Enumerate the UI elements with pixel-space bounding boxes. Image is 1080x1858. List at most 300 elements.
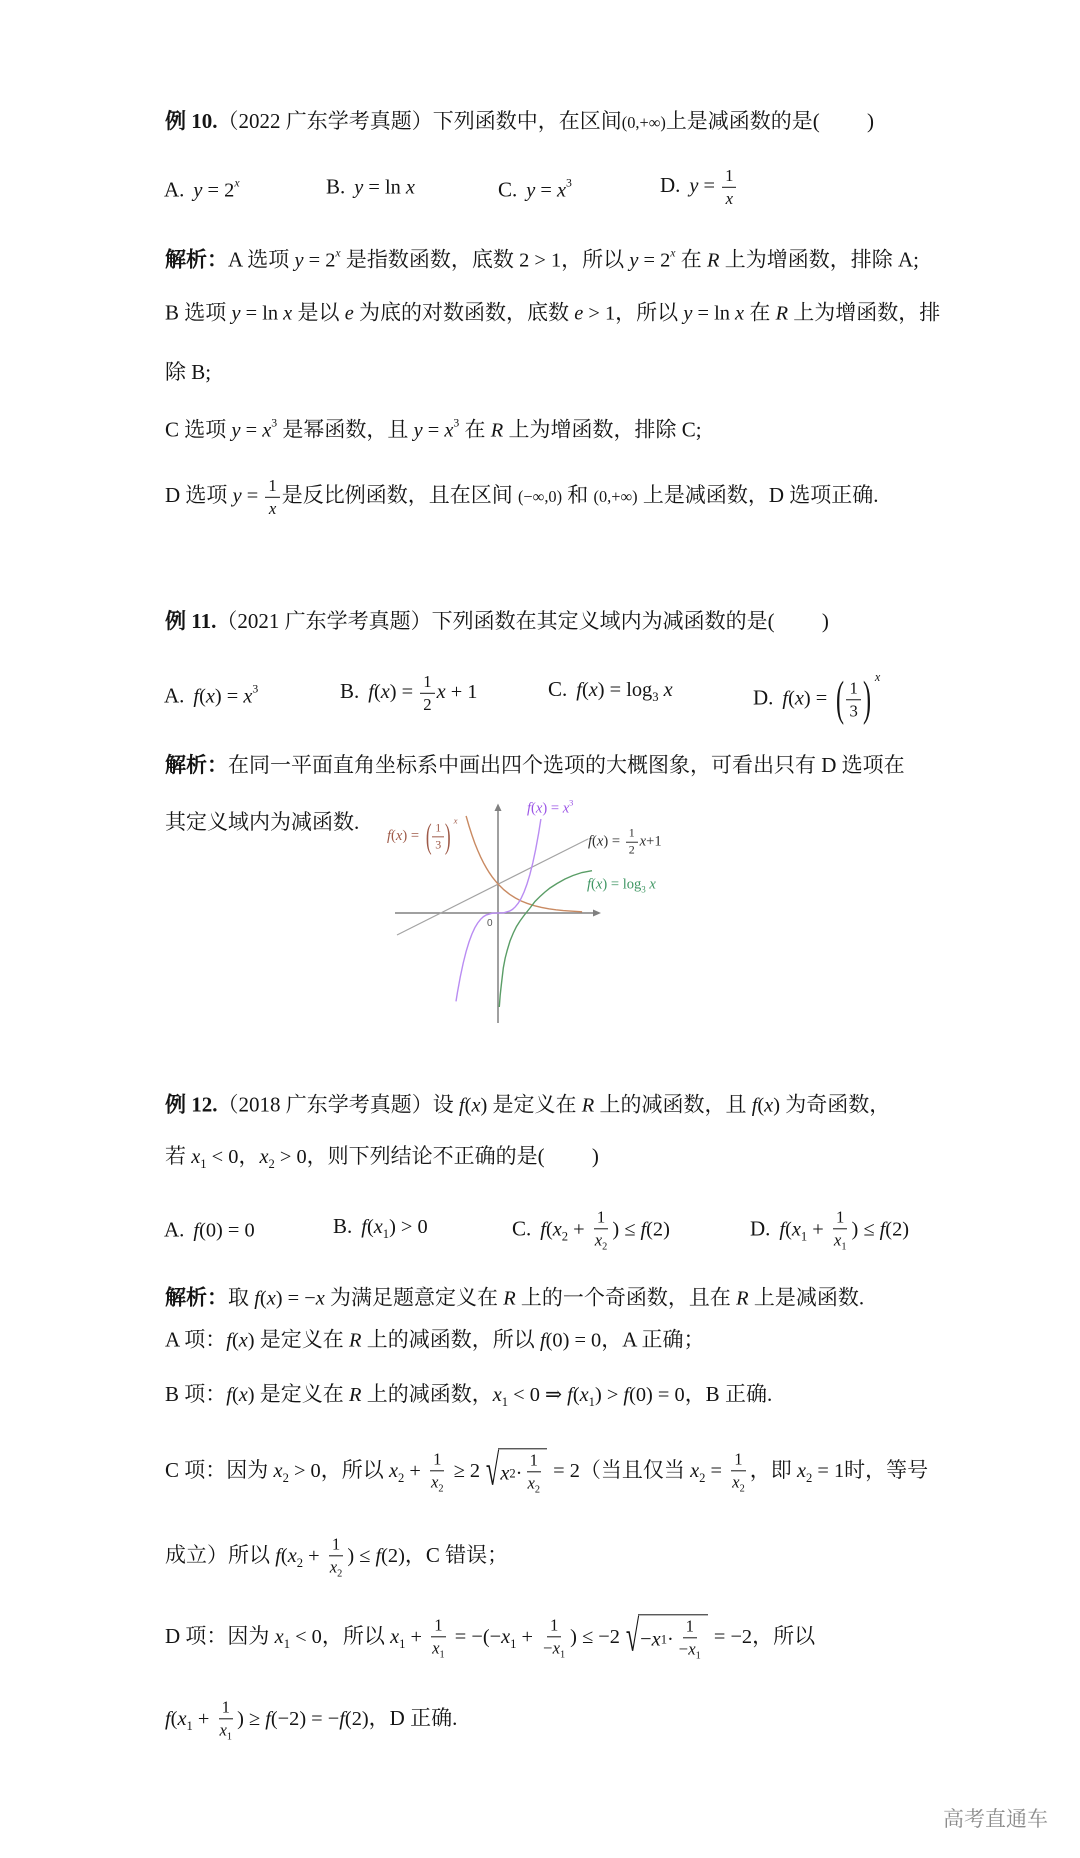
math-expression: +: [807, 1217, 829, 1240]
math-variable: f: [640, 1217, 647, 1240]
math-expression: 1: [221, 1697, 230, 1717]
subscript: 3: [641, 884, 646, 895]
example-11-analysis-line-2: [165, 807, 359, 837]
math-variable: f: [165, 1707, 171, 1730]
text-run: D 项：因为: [165, 1623, 275, 1648]
math-variable: x: [535, 800, 543, 817]
math-variable: y: [232, 484, 242, 507]
math-expression: 1: [836, 1207, 845, 1227]
fraction: [729, 1449, 748, 1494]
math-expression: =: [698, 174, 721, 197]
option-expression: [193, 177, 239, 201]
math-expression: (0) = 0: [199, 1219, 255, 1242]
superscript: x: [874, 670, 881, 685]
option-label: C.: [512, 1215, 532, 1240]
subscript: 1: [200, 1157, 207, 1172]
text-run: 和: [562, 482, 594, 507]
text-run: ，则下列结论不正确的是( ): [306, 1143, 599, 1168]
math-expression: ) =: [389, 680, 419, 703]
math-expression: 1: [628, 825, 635, 840]
math-variable: f: [623, 1383, 630, 1406]
math-expression: (: [581, 678, 589, 701]
math-expression: + 1: [445, 680, 478, 703]
math-expression: (2): [646, 1217, 670, 1240]
math-expression: 1: [596, 1207, 606, 1227]
math-variable: x: [501, 1625, 511, 1648]
math-expression: < 0 ⇒: [508, 1383, 568, 1406]
label-log-base-3: [587, 875, 656, 900]
math-expression: = 2: [202, 179, 235, 202]
text-run: 是反比例函数，且在区间: [281, 482, 518, 507]
text-run: ，A 正确；: [601, 1327, 705, 1352]
text-run: 上是减函数，D 选项正确.: [637, 482, 879, 507]
text-run: 是指数函数，底数: [340, 247, 520, 272]
example-10-option-c: [498, 169, 572, 206]
math-variable: x: [639, 833, 647, 850]
example-10-analysis-line-1: [165, 239, 919, 276]
subscript: 1: [226, 1731, 233, 1743]
math-expression: ) ≤: [851, 1217, 880, 1240]
text-run: 为满足题意定义在: [324, 1285, 504, 1310]
denominator: [429, 1637, 448, 1661]
math-expression: > 1: [583, 302, 616, 325]
math-variable: R: [736, 1287, 749, 1310]
math-expression: ): [247, 1383, 255, 1406]
example-10-analysis-line-5: [165, 476, 879, 518]
radical-sign-icon: √: [486, 1445, 500, 1495]
text-run: 上的减函数，: [361, 1381, 493, 1406]
numerator: [420, 672, 434, 694]
math-expression: 2: [628, 842, 635, 857]
denominator: [428, 1471, 447, 1495]
fraction: [676, 1616, 704, 1661]
example-11-option-d: [753, 662, 881, 726]
math-variable: x: [177, 1707, 187, 1730]
math-variable: x: [273, 1459, 283, 1482]
math-expression: = ln: [240, 302, 284, 325]
example-12-option-a: [164, 1215, 255, 1246]
math-expression: = 2: [638, 249, 671, 272]
subscript: 1: [439, 1649, 445, 1661]
text-run: 在: [675, 247, 708, 272]
fraction: [626, 827, 638, 858]
subscript: 1: [800, 1228, 808, 1243]
text-run: 上为增函数，排除 A;: [719, 247, 919, 272]
math-variable: y: [231, 419, 241, 442]
math-expression: < 0: [206, 1145, 239, 1168]
subscript: 2: [739, 1483, 745, 1495]
subscript: 3: [652, 690, 659, 705]
radical-sign-icon: √: [625, 1611, 640, 1661]
math-expression: (: [373, 680, 381, 703]
math-variable: y: [689, 174, 699, 197]
example-10-analysis-line-3: [165, 357, 211, 387]
math-variable: R: [775, 302, 789, 325]
math-variable: x: [562, 800, 570, 817]
text-run: A 选项: [228, 247, 295, 272]
math-variable: x: [329, 1557, 338, 1577]
fraction: [265, 476, 279, 518]
math-expression: (: [170, 1707, 178, 1730]
square-root: [481, 1445, 547, 1496]
fraction: [846, 678, 860, 720]
text-run: ，: [238, 1143, 260, 1168]
superscript: x: [234, 176, 240, 190]
denominator: [723, 188, 736, 209]
math-expression: ) = −: [275, 1287, 316, 1310]
math-expression: ) ≥: [237, 1707, 266, 1730]
text-run: 在同一平面直角坐标系中画出四个选项的大概图象，可看出只有 D 选项在: [228, 753, 905, 777]
option-expression: [368, 671, 478, 714]
math-expression: (2): [344, 1707, 369, 1730]
math-expression: (: [591, 876, 596, 893]
math-expression: (: [531, 800, 536, 817]
text-run: A 项：: [165, 1327, 227, 1352]
option-label: C.: [548, 676, 568, 701]
text-run: 上的减函数，所以: [361, 1327, 540, 1352]
math-expression: ·: [666, 1627, 674, 1650]
text-run: 是以: [292, 300, 345, 325]
math-expression: ): [773, 1094, 780, 1117]
text-run: C 项：因为: [165, 1457, 274, 1482]
subscript: 1: [588, 1395, 595, 1410]
math-variable: x: [274, 1625, 284, 1648]
superscript: x: [335, 246, 341, 260]
math-variable: f: [193, 1219, 200, 1242]
math-expression: ): [480, 1094, 488, 1117]
example-12-analysis-line-7: [165, 1697, 457, 1742]
denominator: [831, 1229, 850, 1253]
numerator: [265, 476, 279, 498]
math-expression: = ln: [692, 302, 736, 325]
fraction: [428, 1449, 447, 1494]
denominator: [540, 1637, 568, 1661]
math-expression: =: [535, 179, 557, 202]
math-expression: (−2) = −: [270, 1707, 340, 1730]
math-expression: (: [757, 1094, 765, 1117]
math-variable: f: [539, 1329, 546, 1352]
math-variable: x: [492, 1383, 502, 1406]
math-expression: 1: [549, 1615, 559, 1635]
text-run: ，所以: [752, 1623, 816, 1648]
math-variable: x: [645, 876, 656, 893]
math-variable: y: [629, 249, 639, 272]
math-variable: x: [552, 1217, 562, 1240]
math-variable: f: [265, 1707, 271, 1730]
option-label: A.: [164, 177, 185, 202]
text-run: 是定义在: [254, 1327, 350, 1352]
math-expression: ) =: [803, 687, 833, 710]
option-expression: [526, 177, 572, 201]
math-variable: x: [238, 1329, 248, 1352]
math-variable: x: [500, 1461, 510, 1484]
subscript: 2: [602, 1241, 608, 1253]
math-variable: x: [444, 419, 454, 442]
denominator: [626, 843, 638, 858]
text-run: 是幂函数，且: [277, 417, 414, 442]
subscript: 2: [296, 1555, 304, 1570]
math-expression: = ln: [363, 176, 406, 199]
subscript: 1: [841, 1241, 847, 1253]
denominator: [432, 837, 444, 852]
example-12-analysis-line-5: [165, 1534, 508, 1579]
math-variable: x: [259, 1145, 269, 1168]
math-variable: y: [231, 302, 241, 325]
option-label: B.: [326, 174, 346, 199]
option-label: D.: [660, 172, 681, 197]
math-variable: f: [275, 1544, 281, 1567]
example-10-analysis-line-2: [165, 298, 940, 329]
text-run: 其定义域内为减函数.: [165, 810, 360, 834]
math-expression: > 0: [274, 1145, 307, 1168]
math-expression: =: [705, 1459, 728, 1482]
math-variable: x: [205, 685, 215, 708]
math-variable: f: [527, 800, 532, 817]
math-expression: ) =: [402, 827, 423, 844]
fraction: [429, 1615, 448, 1660]
subscript: 2: [268, 1157, 275, 1172]
math-variable: R: [349, 1383, 362, 1406]
math-variable: R: [581, 1094, 595, 1117]
math-variable: f: [588, 833, 593, 850]
x-axis-arrow-icon: [593, 910, 601, 917]
math-expression: 1: [433, 1449, 442, 1469]
math-variable: x: [471, 1094, 481, 1117]
option-label: D.: [753, 685, 774, 710]
math-expression: ·: [515, 1461, 523, 1484]
math-expression: =: [241, 484, 264, 507]
math-expression: ) > 0: [389, 1215, 428, 1238]
text-run: 上为增函数，排除 C;: [503, 417, 702, 442]
math-variable: y: [354, 176, 364, 199]
example-10-option-b: [326, 172, 415, 203]
superscript: x: [670, 246, 676, 260]
right-paren: ): [445, 817, 451, 856]
superscript: 3: [252, 682, 259, 696]
option-label: C.: [498, 177, 518, 202]
math-variable: x: [266, 1287, 276, 1310]
paren-content: [844, 678, 862, 720]
math-interval: (0,+∞): [593, 486, 638, 506]
subscript: 2: [438, 1483, 444, 1495]
math-expression: = −2: [708, 1625, 753, 1648]
math-expression: (: [785, 1217, 792, 1240]
math-variable: f: [254, 1287, 260, 1310]
numerator: [833, 1207, 847, 1229]
superscript: x: [453, 815, 458, 826]
text-run: ，D 正确.: [368, 1705, 458, 1730]
text-run: 成立）所以: [165, 1542, 276, 1567]
math-variable: x: [595, 876, 603, 893]
numerator: [626, 827, 638, 843]
math-expression: (: [572, 1383, 580, 1406]
math-expression: 3: [849, 701, 858, 721]
math-expression: (: [231, 1383, 239, 1406]
math-variable: x: [794, 687, 804, 710]
curve-exponential-one-third: [466, 816, 582, 912]
text-run: C 选项: [165, 417, 232, 442]
text-run: （当且仅当: [579, 1457, 691, 1482]
math-expression: ) =: [603, 833, 624, 850]
numerator: [846, 678, 860, 700]
denominator: [266, 498, 279, 519]
math-variable: x: [556, 179, 567, 202]
fraction: [722, 166, 736, 208]
math-expression: 1: [529, 1450, 538, 1470]
numerator: [527, 1450, 541, 1472]
math-expression: (: [592, 833, 597, 850]
math-expression: < 0: [290, 1625, 322, 1648]
math-expression: > 0: [288, 1459, 321, 1482]
math-variable: x: [579, 1383, 589, 1406]
text-run: ，C 错误；: [404, 1542, 509, 1567]
subscript: 2: [337, 1568, 343, 1580]
option-expression: [540, 1207, 670, 1253]
math-variable: y: [683, 302, 693, 325]
math-expression: ) >: [594, 1383, 624, 1406]
math-variable: x: [658, 678, 673, 701]
math-expression: −: [678, 1639, 689, 1659]
text-run: 在: [459, 417, 491, 442]
math-variable: f: [375, 1544, 382, 1567]
math-variable: x: [262, 419, 272, 442]
math-variable: f: [779, 1217, 786, 1240]
math-variable: x: [380, 680, 390, 703]
option-expression: [361, 1214, 428, 1242]
math-variable: x: [791, 1217, 801, 1240]
bold-label: 解析：: [165, 247, 228, 272]
subscript: 2: [561, 1228, 569, 1243]
math-expression: +1: [646, 833, 662, 850]
left-paren: (: [836, 672, 845, 726]
math-expression: 1: [849, 678, 858, 698]
text-run: 上是减函数的是( ): [665, 109, 875, 133]
math-variable: x: [690, 1459, 700, 1482]
example-12-condition: [165, 1141, 599, 1179]
text-run: 若: [165, 1143, 192, 1168]
math-variable: f: [387, 827, 392, 844]
fraction: [831, 1207, 850, 1252]
example-12-option-c: [512, 1207, 670, 1252]
text-run: （2022 广东学考真题）下列函数中，在区间: [217, 109, 622, 133]
math-variable: x: [315, 1287, 325, 1310]
superscript: 3: [566, 176, 572, 190]
y-axis-arrow-icon: [495, 804, 502, 812]
curve-log-base-3: [499, 871, 592, 1007]
subscript: 2: [534, 1484, 541, 1496]
math-variable: x: [432, 1638, 440, 1658]
example-10-option-a: [164, 169, 240, 206]
math-variable: x: [688, 1639, 696, 1659]
numerator: [547, 1615, 561, 1637]
math-variable: x: [552, 1638, 560, 1658]
watermark: 高考直通车: [943, 1807, 1048, 1831]
example-11-option-c: [548, 674, 673, 712]
math-expression: = −(−: [449, 1625, 502, 1648]
math-variable: x: [395, 827, 403, 844]
math-variable: x: [430, 1472, 439, 1492]
superscript: 3: [453, 416, 460, 430]
math-variable: f: [576, 678, 582, 701]
math-variable: y: [413, 419, 423, 442]
math-expression: 2 > 1: [519, 249, 562, 272]
math-expression: 1: [734, 1449, 743, 1469]
math-variable: x: [405, 176, 415, 199]
denominator: [327, 1556, 346, 1580]
origin-label: 0: [487, 918, 493, 929]
math-variable: R: [349, 1329, 362, 1352]
math-variable: f: [226, 1329, 232, 1352]
math-expression: (0) = 0: [629, 1383, 685, 1406]
subscript: 1: [510, 1636, 517, 1651]
text-run: ，所以: [320, 1457, 389, 1482]
math-variable: x: [594, 1230, 603, 1250]
fraction: [540, 1615, 568, 1660]
math-expression: (: [259, 1287, 267, 1310]
math-expression: 2: [423, 694, 432, 714]
math-expression: +: [405, 1625, 428, 1648]
math-variable: f: [459, 1094, 465, 1117]
math-variable: f: [226, 1383, 232, 1406]
text-run: ，即: [749, 1457, 797, 1482]
label-exponential-one-third: [387, 810, 458, 856]
denominator: [524, 1472, 543, 1496]
math-variable: f: [339, 1707, 345, 1730]
numerator: [594, 1207, 608, 1229]
numerator: [722, 166, 736, 188]
option-label: D.: [750, 1215, 771, 1240]
numerator: [430, 1449, 444, 1471]
option-label: A.: [164, 1217, 185, 1242]
numerator: [329, 1534, 343, 1556]
example-10-analysis-line-4: [165, 409, 702, 446]
radicand: [638, 1614, 708, 1661]
text-run: 上为增函数，排: [788, 300, 941, 325]
math-expression: 1: [434, 1615, 443, 1635]
example-10-option-d: [660, 166, 738, 208]
math-variable: x: [527, 1473, 535, 1493]
denominator: [676, 1638, 704, 1662]
example-12-analysis-line-6: [165, 1611, 816, 1662]
math-expression: +: [568, 1217, 590, 1240]
subscript: 2: [398, 1470, 405, 1485]
math-interval: (−∞,0): [517, 486, 563, 506]
numerator: [683, 1616, 697, 1638]
left-paren: (: [425, 817, 432, 856]
example-12-analysis-line-2: [165, 1325, 705, 1356]
option-expression: [576, 677, 673, 705]
option-expression: [779, 1207, 910, 1253]
math-variable: x: [735, 302, 745, 325]
math-expression: (: [788, 687, 795, 710]
math-expression: +: [516, 1625, 539, 1648]
numerator: [432, 821, 444, 837]
text-run: 除 B;: [165, 360, 212, 384]
math-variable: f: [193, 685, 200, 708]
math-variable: f: [782, 687, 789, 710]
subscript: 1: [186, 1718, 193, 1733]
denominator: [592, 1229, 611, 1253]
math-variable: x: [283, 302, 293, 325]
option-expression: [354, 175, 415, 199]
text-run: ，B 正确.: [684, 1381, 773, 1406]
numerator: [219, 1697, 233, 1719]
option-label: A.: [164, 683, 185, 708]
math-expression: ) = log: [597, 678, 653, 701]
math-variable: f: [587, 876, 592, 893]
math-variable: x: [243, 685, 253, 708]
math-variable: x: [725, 188, 734, 208]
